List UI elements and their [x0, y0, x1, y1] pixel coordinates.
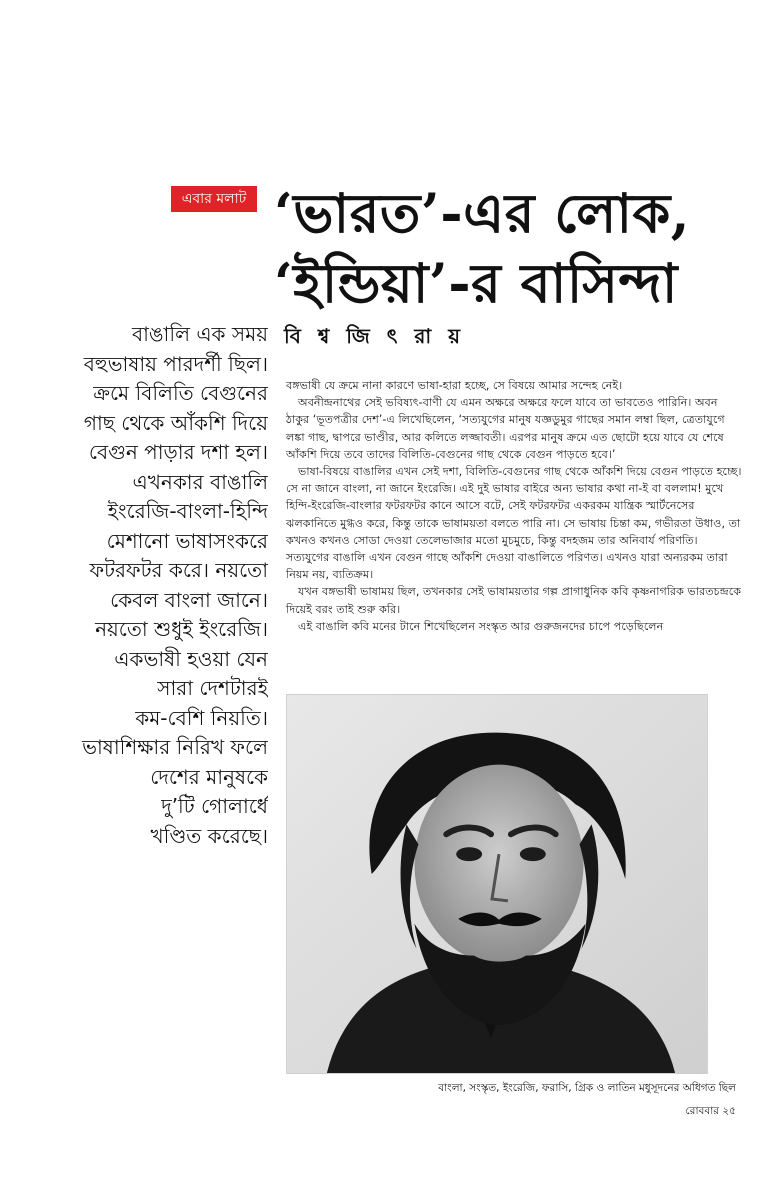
pull-quote-line: নয়তো শুধুই ইংরেজি। — [95, 617, 268, 641]
pull-quote — [30, 320, 268, 851]
article-body — [286, 377, 742, 635]
pull-quote-line: একভাষী হওয়া যেন — [114, 646, 268, 671]
pull-quote-line: গাছ থেকে আঁকশি দিয়ে — [83, 410, 268, 435]
body-paragraph: ভাষা-বিষয়ে বাঙালির এখন সেই দশা, বিলিতি-বেগুনের গাছ থেকে আঁকশি দিয়ে বেগুন পাড়তে হচ্ছে। সে না জানে বাংলা, না জানে ইংরেজি। এই দুই ভাষার বাইরে অন্য ভাষার কথা না-ই বা বললাম! মুখে হিন্দি-ইংরেজি-বাংলার ফটরফটর কানে আসে বটে, সেই ফটরফটর একরকম যান্ত্রিক স্মার্টনেসের ঝলকানিতে মুগ্ধও করে, কিন্তু তাকে ভাষাময়তা বলতে পারি না। সে ভাষায় চিন্তা কম, গভীরতা উধাও, তা কখনও কখনও সোডা দেওয়া তেলেভাজার মতো মুচমুচে, কিন্তু বদহজম তার অনিবার্য পরিণতি। সত্যযুগের বাঙালি এখন বেগুন গাছে আঁকশি দেওয়া বাঙালিতে পরিণত। এখনও যারা অন্যরকম তারা নিয়ম নয়, ব্যতিক্রম। — [286, 465, 742, 582]
headline-line-2: ‘ইন্ডিয়া’-র বাসিন্দা — [274, 251, 678, 315]
portrait-photo — [286, 694, 708, 1074]
pull-quote-line: দু’টি গোলার্ধে — [161, 794, 268, 818]
pull-quote-line: বেগুন পাড়ার দশা হল। — [88, 440, 268, 464]
pull-quote-line: কম-বেশি নিয়তি। — [135, 705, 268, 730]
body-paragraph: অবনীন্দ্রনাথের সেই ভবিষ্যৎ-বাণী যে এমন অক্ষরে অক্ষরে ফলে যাবে তা ভাবতেও পারিনি। অবন ঠাকুর ‘ভূতপত্রীর দেশ’-এ লিখেছিলেন, ‘সত্যযুগের মানুষ যজ্ঞডুমুর গাছের সমান লম্বা ছিল, ত্রেতাযুগে লঙ্কা গাছ, দ্বাপরে ভাণ্ডীর, আর কলিতে লজ্জাবতী। এরপর মানুষ ক্রমে এত ছোটো হয়ে যাবে যে শেষে আঁকশি দিয়ে তবে তাদের বিলিতি-বেগুনের গাছ থেকে বেগুন পাড়তে হবে।’ — [286, 396, 725, 461]
section-tag: এবার মলাট — [171, 186, 257, 212]
pull-quote-line: বাঙালি এক সময় — [131, 322, 268, 346]
body-paragraph: যখন বঙ্গভাষী ভাষাময় ছিল, তখনকার সেই ভাষাময়তার গল্প প্রাগাধুনিক কবি কৃষ্ণনাগরিক ভারতচন্দ্রকে দিয়েই বরং তাই শুরু করি। — [286, 585, 742, 616]
pull-quote-line: মেশানো ভাষাসংকরে — [106, 528, 268, 553]
pull-quote-line: এখনকার বাঙালি — [132, 469, 268, 494]
portrait-illustration — [287, 695, 707, 1073]
pull-quote-line: বহুভাষায় পারদর্শী ছিল। — [83, 351, 268, 376]
byline: বি শ্ব জি ৎ রা য় — [284, 324, 465, 348]
photo-caption: বাংলা, সংস্কৃত, ইংরেজি, ফরাসি, গ্রিক ও লাতিন মধুসূদনের অধিগত ছিল — [438, 1082, 736, 1094]
body-paragraph: বঙ্গভাষী যে ক্রমে নানা কারণে ভাষা-হারা হচ্ছে, সে বিষয়ে আমার সন্দেহ নেই। — [286, 379, 623, 392]
headline — [274, 178, 744, 318]
pull-quote-line: ক্রমে বিলিতি বেগুনের — [93, 381, 268, 405]
pull-quote-line: ভাষাশিক্ষার নিরিখ ফলে — [82, 735, 268, 759]
pull-quote-line: ফটরফটর করে। নয়তো — [89, 558, 268, 582]
body-paragraph: এই বাঙালি কবি মনের টানে শিখেছিলেন সংস্কৃত আর গুরুজনদের চাপে পড়েছিলেন — [298, 619, 664, 633]
page-folio: রোববার ২৫ — [685, 1105, 736, 1117]
pull-quote-line: দেশের মানুষকে — [150, 764, 268, 789]
headline-line-1: ‘ভারত’-এর লোক, — [274, 181, 691, 245]
pull-quote-line: সারা দেশটারই — [157, 676, 268, 700]
pull-quote-line: খণ্ডিত করেছে। — [150, 823, 268, 848]
pull-quote-line: কেবল বাংলা জানে। — [110, 587, 268, 612]
pull-quote-line: ইংরেজি-বাংলা-হিন্দি — [107, 499, 268, 523]
